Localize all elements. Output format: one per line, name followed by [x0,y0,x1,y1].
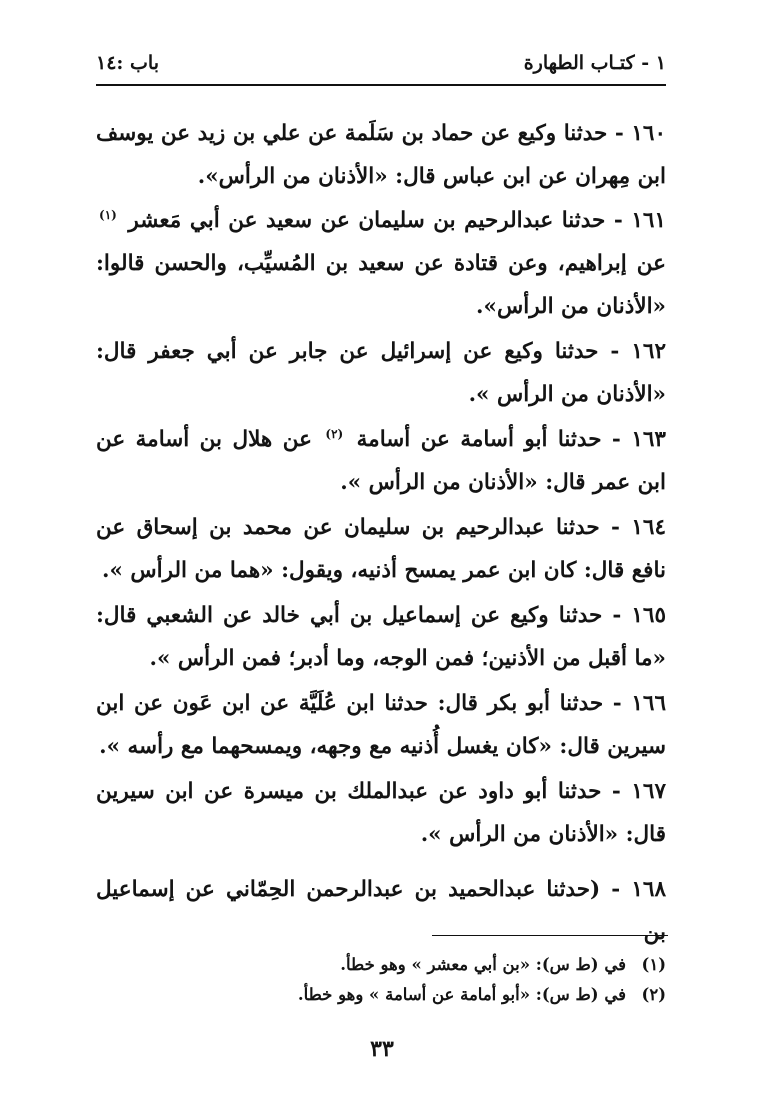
footnote-1 [96,950,666,980]
hadith-161 [96,199,666,328]
hadith-text: ١٦٧ - حدثنا أبو داود عن عبدالملك بن ميسرة عن ابن سيرين قال: «الأذنان من الرأس ». [96,779,666,847]
hadith-162 [96,330,666,416]
hadith-166 [96,682,666,768]
hadith-text: ١٦٨ - (حدثنا عبدالحميد بن عبدالرحمن الحِمّاني عن إسماعيل بن [96,877,666,945]
hadith-text [96,418,666,504]
footnote-rule [432,935,668,936]
hadith-165 [96,594,666,680]
hadith-text: ١٦٠ - حدثنا وكيع عن حماد بن سَلَمة عن علي بن زيد عن يوسف ابن مِهران عن ابن عباس قال: «الأذنان من الرأس». [96,121,666,189]
hadith-160 [96,112,666,198]
header-rule [96,84,666,86]
hadith-167 [96,770,666,856]
footnote-number: (٢) [641,985,666,1004]
hadith-168 [96,868,666,954]
footnote-number: (١) [641,955,666,974]
page-number: ٣٣ [370,1036,394,1062]
hadith-text: ١٦٦ - حدثنا أبو بكر قال: حدثنا ابن عُلَيَّة عن ابن عَون عن ابن سيرين قال: «كان يغسل أُذنيه مع وجهه، ويمسحهما مع رأسه ». [96,691,666,759]
chapter-title: ١ - كتـاب الطهارة [523,52,666,74]
hadith-164 [96,506,666,592]
hadith-text-before: ١٦١ - حدثنا عبدالرحيم بن سليمان عن سعيد عن أبي مَعشر [128,208,666,233]
hadith-text-after: عن هلال بن أسامة عن ابن عمر قال: «الأذنان من الرأس ». [96,427,666,495]
footnote-2 [96,980,666,1010]
footnote-text: في (ط س): «بن أبي معشر » وهو خطأ. [340,955,626,974]
hadith-text-after: عن إبراهيم، وعن قتادة عن سعيد بن المُسيِّب، والحسن قالوا: «الأذنان من الرأس». [96,251,666,319]
hadith-163 [96,418,666,504]
hadith-text: ١٦٥ - حدثنا وكيع عن إسماعيل بن أبي خالد عن الشعبي قال: «ما أقبل من الأذنين؛ فمن الوجه، وما أدبر؛ فمن الرأس ». [96,603,666,671]
hadith-text: ١٦٤ - حدثنا عبدالرحيم بن سليمان عن محمد بن إسحاق عن نافع قال: كان ابن عمر يمسح أذنيه، ويقول: «هما من الرأس ». [96,515,666,583]
hadith-text-before: ١٦٣ - حدثنا أبو أسامة عن أسامة [356,427,666,452]
footnote-marker: (١) [99,207,117,222]
footnotes [96,950,666,1010]
section-label: باب :١٤ [96,52,160,74]
hadith-text [96,199,666,328]
hadith-text: ١٦٢ - حدثنا وكيع عن إسرائيل عن جابر عن أبي جعفر قال: «الأذنان من الرأس ». [96,339,666,407]
footnote-marker: (٢) [325,426,344,441]
footnote-text: في (ط س): «أبو أمامة عن أسامة » وهو خطأ. [297,985,626,1004]
running-header [96,44,666,84]
